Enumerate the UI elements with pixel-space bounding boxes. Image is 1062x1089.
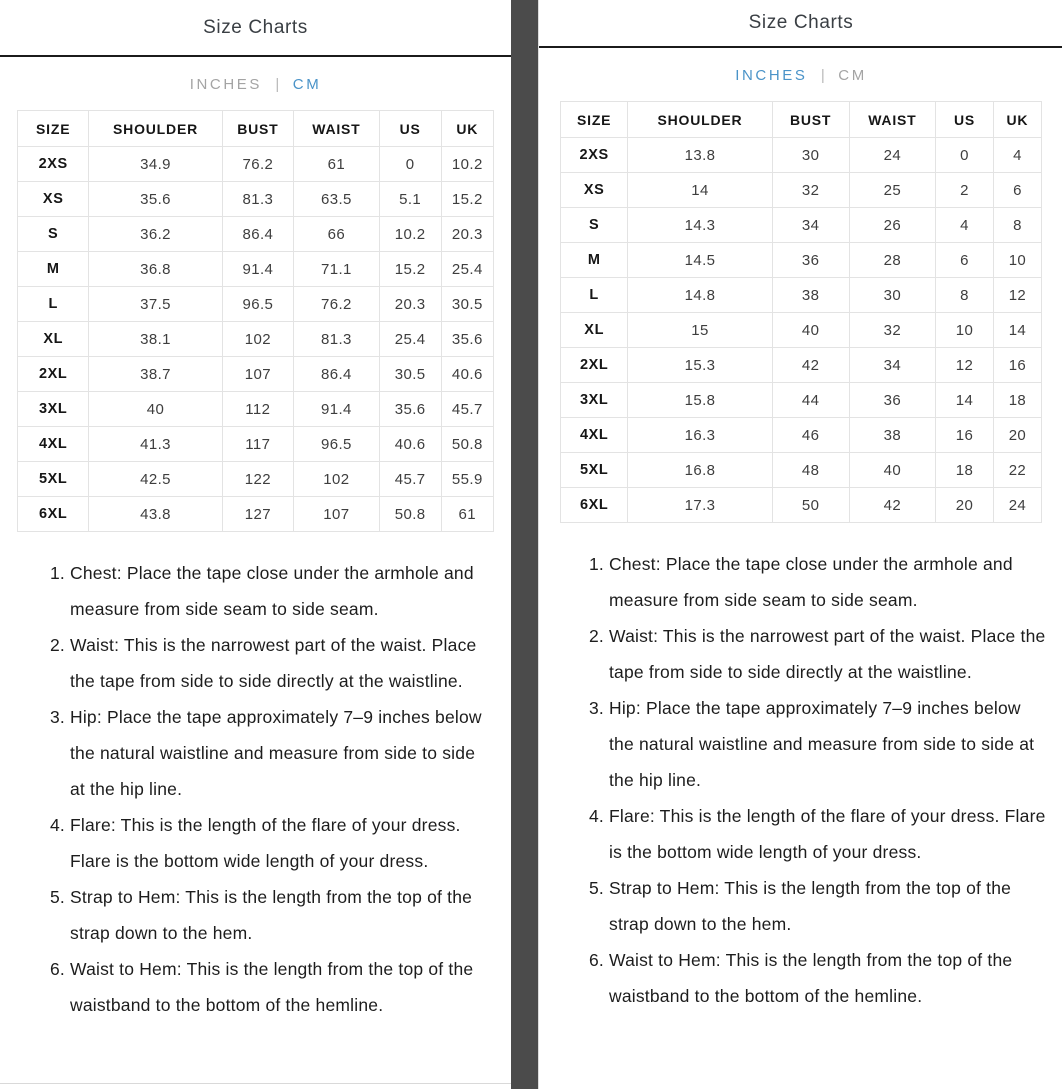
measurement-value-cell: 14.8 <box>628 278 772 313</box>
measurement-value-cell: 15.2 <box>379 252 441 287</box>
measurement-value-cell: 42.5 <box>89 462 222 497</box>
measurement-value-cell: 16 <box>936 418 994 453</box>
instruction-item: 6. Waist to Hem: This is the length from the top of the waistband to the bottom of the hemline. <box>70 951 495 1023</box>
measurement-value-cell: 8 <box>936 278 994 313</box>
table-row <box>18 252 494 287</box>
table-row <box>18 322 494 357</box>
measurement-value-cell: 14 <box>993 313 1041 348</box>
measurement-value-cell: 5.1 <box>379 182 441 217</box>
measurement-value-cell: 42 <box>849 488 936 523</box>
measurement-value-cell: 37.5 <box>89 287 222 322</box>
measurement-value-cell: 102 <box>222 322 293 357</box>
table-row <box>18 357 494 392</box>
measurement-value-cell: 86.4 <box>294 357 380 392</box>
measurement-value-cell: 102 <box>294 462 380 497</box>
measurement-value-cell: 20 <box>936 488 994 523</box>
measurement-value-cell: 81.3 <box>294 322 380 357</box>
table-row <box>18 182 494 217</box>
panel-header <box>539 0 1062 48</box>
measurement-value-cell: 14.5 <box>628 243 772 278</box>
table-row <box>18 427 494 462</box>
instruction-item: 1. Chest: Place the tape close under the armhole and measure from side seam to side seam. <box>70 555 495 627</box>
measurement-value-cell: 96.5 <box>294 427 380 462</box>
measurement-value-cell: 112 <box>222 392 293 427</box>
measurement-value-cell: 10 <box>993 243 1041 278</box>
measurement-value-cell: 32 <box>849 313 936 348</box>
size-label-cell: 6XL <box>18 497 89 532</box>
measurement-value-cell: 12 <box>936 348 994 383</box>
size-label-cell: XS <box>561 173 628 208</box>
size-label-cell: 4XL <box>18 427 89 462</box>
measurement-value-cell: 8 <box>993 208 1041 243</box>
measurement-value-cell: 30 <box>772 138 849 173</box>
measurement-value-cell: 127 <box>222 497 293 532</box>
instruction-item: 1. Chest: Place the tape close under the armhole and measure from side seam to side seam. <box>609 546 1047 618</box>
unit-toggle-separator: | <box>820 67 825 84</box>
table-row <box>18 217 494 252</box>
table-row <box>18 147 494 182</box>
measurement-value-cell: 96.5 <box>222 287 293 322</box>
measurement-value-cell: 55.9 <box>441 462 493 497</box>
instruction-item: 6. Waist to Hem: This is the length from the top of the waistband to the bottom of the hemline. <box>609 942 1047 1014</box>
measurement-value-cell: 40 <box>772 313 849 348</box>
measurement-value-cell: 81.3 <box>222 182 293 217</box>
measurement-value-cell: 28 <box>849 243 936 278</box>
measurement-value-cell: 91.4 <box>294 392 380 427</box>
measurement-value-cell: 10.2 <box>441 147 493 182</box>
table-row <box>561 488 1042 523</box>
panel-divider <box>511 0 538 1089</box>
measurement-value-cell: 12 <box>993 278 1041 313</box>
table-row <box>561 453 1042 488</box>
measurement-value-cell: 15.2 <box>441 182 493 217</box>
instruction-item: 2. Waist: This is the narrowest part of the waist. Place the tape from side to side directly at the waistline. <box>609 618 1047 690</box>
measurement-value-cell: 13.8 <box>628 138 772 173</box>
measurement-value-cell: 18 <box>936 453 994 488</box>
measurement-value-cell: 61 <box>294 147 380 182</box>
table-row <box>561 278 1042 313</box>
column-header: UK <box>993 102 1041 138</box>
size-label-cell: XL <box>18 322 89 357</box>
size-label-cell: 6XL <box>561 488 628 523</box>
table-row <box>18 462 494 497</box>
measurement-value-cell: 15.3 <box>628 348 772 383</box>
table-header-row <box>18 111 494 147</box>
instruction-item: 4. Flare: This is the length of the flare of your dress. Flare is the bottom wide length of your dress. <box>70 807 495 879</box>
size-chart-table-cm <box>17 110 494 532</box>
table-row <box>561 208 1042 243</box>
measurement-value-cell: 22 <box>993 453 1041 488</box>
measurement-value-cell: 16.8 <box>628 453 772 488</box>
size-label-cell: S <box>561 208 628 243</box>
measurement-value-cell: 66 <box>294 217 380 252</box>
instruction-item: 4. Flare: This is the length of the flare of your dress. Flare is the bottom wide length of your dress. <box>609 798 1047 870</box>
measurement-value-cell: 117 <box>222 427 293 462</box>
measurement-value-cell: 61 <box>441 497 493 532</box>
measurement-value-cell: 63.5 <box>294 182 380 217</box>
measurement-value-cell: 34.9 <box>89 147 222 182</box>
column-header: SHOULDER <box>89 111 222 147</box>
measurement-value-cell: 45.7 <box>379 462 441 497</box>
measurement-value-cell: 18 <box>993 383 1041 418</box>
table-row <box>18 287 494 322</box>
measurement-value-cell: 32 <box>772 173 849 208</box>
column-header: SHOULDER <box>628 102 772 138</box>
size-chart-table-inches <box>560 101 1042 523</box>
column-header: SIZE <box>18 111 89 147</box>
measurement-value-cell: 14 <box>628 173 772 208</box>
column-header: WAIST <box>849 102 936 138</box>
measurement-value-cell: 35.6 <box>441 322 493 357</box>
table-row <box>561 138 1042 173</box>
table-header-row <box>561 102 1042 138</box>
measurement-value-cell: 40 <box>89 392 222 427</box>
measurement-value-cell: 16 <box>993 348 1041 383</box>
column-header: UK <box>441 111 493 147</box>
measurement-value-cell: 50.8 <box>379 497 441 532</box>
measurement-value-cell: 38.1 <box>89 322 222 357</box>
measurement-value-cell: 38 <box>849 418 936 453</box>
measurement-value-cell: 30.5 <box>379 357 441 392</box>
measurement-value-cell: 40 <box>849 453 936 488</box>
column-header: US <box>936 102 994 138</box>
measurement-value-cell: 38 <box>772 278 849 313</box>
table-row <box>18 392 494 427</box>
measurement-value-cell: 25.4 <box>441 252 493 287</box>
measurement-value-cell: 50 <box>772 488 849 523</box>
measurement-value-cell: 91.4 <box>222 252 293 287</box>
measurement-value-cell: 17.3 <box>628 488 772 523</box>
measurement-value-cell: 2 <box>936 173 994 208</box>
size-label-cell: M <box>561 243 628 278</box>
measurement-value-cell: 16.3 <box>628 418 772 453</box>
size-label-cell: 4XL <box>561 418 628 453</box>
measurement-value-cell: 36.2 <box>89 217 222 252</box>
measurement-value-cell: 4 <box>936 208 994 243</box>
unit-option-inches[interactable]: INCHES <box>735 67 808 84</box>
column-header: SIZE <box>561 102 628 138</box>
measurement-value-cell: 20.3 <box>379 287 441 322</box>
measurement-value-cell: 10.2 <box>379 217 441 252</box>
measurement-value-cell: 25.4 <box>379 322 441 357</box>
measurement-value-cell: 48 <box>772 453 849 488</box>
size-label-cell: 3XL <box>561 383 628 418</box>
measurement-value-cell: 107 <box>222 357 293 392</box>
measurement-value-cell: 86.4 <box>222 217 293 252</box>
instruction-item: 5. Strap to Hem: This is the length from the top of the strap down to the hem. <box>70 879 495 951</box>
measurement-value-cell: 40.6 <box>379 427 441 462</box>
left-panel-bottom-border <box>0 1083 511 1084</box>
size-label-cell: 2XS <box>561 138 628 173</box>
measurement-value-cell: 76.2 <box>294 287 380 322</box>
table-row <box>561 418 1042 453</box>
measurement-value-cell: 122 <box>222 462 293 497</box>
measurement-value-cell: 6 <box>936 243 994 278</box>
measurement-value-cell: 38.7 <box>89 357 222 392</box>
measurement-value-cell: 20.3 <box>441 217 493 252</box>
instruction-item: 5. Strap to Hem: This is the length from the top of the strap down to the hem. <box>609 870 1047 942</box>
measurement-value-cell: 26 <box>849 208 936 243</box>
column-header: WAIST <box>294 111 380 147</box>
measurement-value-cell: 46 <box>772 418 849 453</box>
measurement-value-cell: 24 <box>849 138 936 173</box>
instruction-item: 2. Waist: This is the narrowest part of the waist. Place the tape from side to side directly at the waistline. <box>70 627 495 699</box>
measurement-value-cell: 15.8 <box>628 383 772 418</box>
panel-header <box>0 0 511 57</box>
measurement-value-cell: 4 <box>993 138 1041 173</box>
measurement-value-cell: 34 <box>772 208 849 243</box>
measurement-value-cell: 6 <box>993 173 1041 208</box>
table-row <box>561 348 1042 383</box>
size-label-cell: 2XS <box>18 147 89 182</box>
measurement-value-cell: 107 <box>294 497 380 532</box>
measurement-value-cell: 71.1 <box>294 252 380 287</box>
unit-toggle <box>539 67 1062 85</box>
size-chart-panel-cm <box>0 0 511 1089</box>
measurement-value-cell: 76.2 <box>222 147 293 182</box>
measurement-value-cell: 35.6 <box>89 182 222 217</box>
table-row <box>561 383 1042 418</box>
measurement-value-cell: 0 <box>379 147 441 182</box>
table-row <box>18 497 494 532</box>
measurement-value-cell: 0 <box>936 138 994 173</box>
size-label-cell: 2XL <box>561 348 628 383</box>
table-row <box>561 173 1042 208</box>
instruction-item: 3. Hip: Place the tape approximately 7–9 inches below the natural waistline and measure from side to side at the hip line. <box>609 690 1047 798</box>
measurement-value-cell: 40.6 <box>441 357 493 392</box>
size-label-cell: L <box>18 287 89 322</box>
measurement-value-cell: 36 <box>849 383 936 418</box>
measurement-value-cell: 36.8 <box>89 252 222 287</box>
size-label-cell: 2XL <box>18 357 89 392</box>
measurement-value-cell: 41.3 <box>89 427 222 462</box>
measurement-value-cell: 42 <box>772 348 849 383</box>
instruction-item: 3. Hip: Place the tape approximately 7–9 inches below the natural waistline and measure from side to side at the hip line. <box>70 699 495 807</box>
unit-option-inches[interactable]: INCHES <box>189 76 262 93</box>
size-label-cell: L <box>561 278 628 313</box>
measurement-value-cell: 45.7 <box>441 392 493 427</box>
size-label-cell: S <box>18 217 89 252</box>
unit-option-cm[interactable]: CM <box>838 67 867 84</box>
size-label-cell: 3XL <box>18 392 89 427</box>
unit-toggle <box>0 76 511 94</box>
column-header: BUST <box>772 102 849 138</box>
measurement-value-cell: 20 <box>993 418 1041 453</box>
column-header: US <box>379 111 441 147</box>
measurement-value-cell: 30 <box>849 278 936 313</box>
table-row <box>561 313 1042 348</box>
measurement-instructions <box>539 546 1047 1014</box>
measurement-value-cell: 43.8 <box>89 497 222 532</box>
measurement-value-cell: 34 <box>849 348 936 383</box>
table-row <box>561 243 1042 278</box>
measurement-value-cell: 15 <box>628 313 772 348</box>
page-title: Size Charts <box>748 12 854 33</box>
size-label-cell: XL <box>561 313 628 348</box>
measurement-value-cell: 14.3 <box>628 208 772 243</box>
column-header: BUST <box>222 111 293 147</box>
size-label-cell: 5XL <box>561 453 628 488</box>
measurement-value-cell: 44 <box>772 383 849 418</box>
measurement-value-cell: 10 <box>936 313 994 348</box>
size-label-cell: XS <box>18 182 89 217</box>
unit-toggle-separator: | <box>275 76 280 93</box>
measurement-instructions <box>0 555 495 1023</box>
measurement-value-cell: 50.8 <box>441 427 493 462</box>
size-label-cell: 5XL <box>18 462 89 497</box>
size-label-cell: M <box>18 252 89 287</box>
measurement-value-cell: 30.5 <box>441 287 493 322</box>
measurement-value-cell: 24 <box>993 488 1041 523</box>
unit-option-cm[interactable]: CM <box>292 76 322 93</box>
measurement-value-cell: 14 <box>936 383 994 418</box>
page-title: Size Charts <box>203 16 308 38</box>
size-chart-panel-inches <box>538 0 1062 1089</box>
measurement-value-cell: 25 <box>849 173 936 208</box>
measurement-value-cell: 36 <box>772 243 849 278</box>
measurement-value-cell: 35.6 <box>379 392 441 427</box>
